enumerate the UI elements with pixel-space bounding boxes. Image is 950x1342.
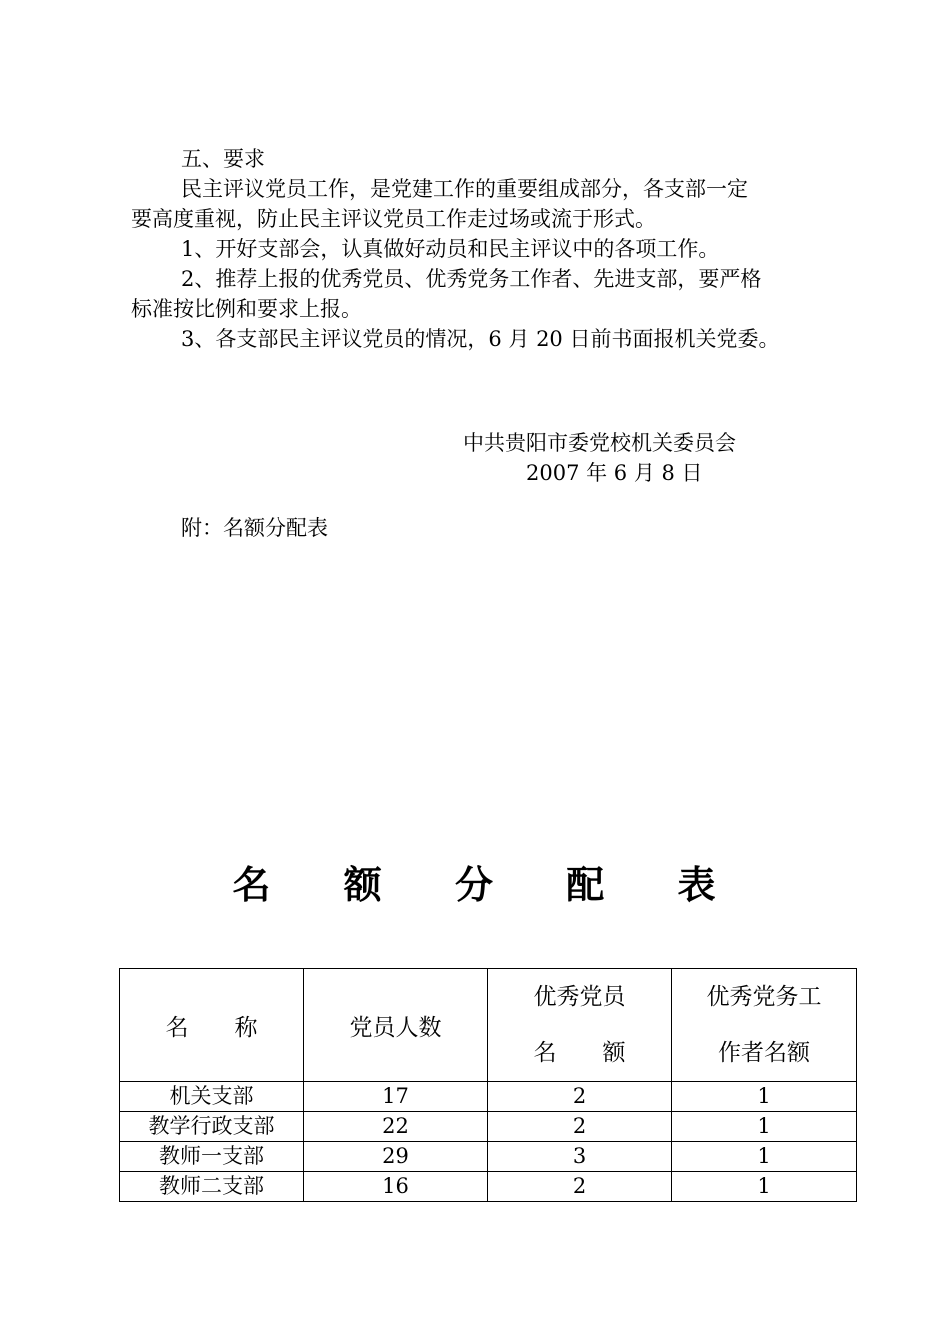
header-worker-line2: 作者名额 xyxy=(718,1040,810,1066)
paragraph-line: 要高度重视，防止民主评议党员工作走过场或流于形式。 xyxy=(131,207,656,231)
cell-worker-quota: 1 xyxy=(672,1082,857,1112)
cell-member-count: 17 xyxy=(304,1082,488,1112)
attachment-note: 附：名额分配表 xyxy=(181,516,328,540)
table-row xyxy=(120,1082,857,1112)
requirements-section xyxy=(131,144,851,354)
header-excellent-workers xyxy=(672,969,857,1082)
requirement-item-2-cont: 标准按比例和要求上报。 xyxy=(131,297,362,321)
cell-excellent-quota: 2 xyxy=(488,1112,672,1142)
header-worker-line1: 优秀党务工 xyxy=(706,984,822,1010)
table-row xyxy=(120,1112,857,1142)
cell-branch-name: 教师二支部 xyxy=(120,1172,304,1202)
quota-table xyxy=(119,968,857,1202)
header-excellent-line1: 优秀党员 xyxy=(533,984,626,1010)
requirement-item-1: 1、开好支部会，认真做好动员和民主评议中的各项工作。 xyxy=(181,237,720,261)
paragraph-line: 民主评议党员工作，是党建工作的重要组成部分，各支部一定 xyxy=(181,177,748,201)
cell-branch-name: 机关支部 xyxy=(120,1082,304,1112)
header-members: 党员人数 xyxy=(304,969,488,1082)
section-heading: 五、要求 xyxy=(181,147,265,171)
cell-worker-quota: 1 xyxy=(672,1172,857,1202)
table-header-row xyxy=(120,969,857,1082)
cell-excellent-quota: 2 xyxy=(488,1082,672,1112)
header-excellent-line2: 名 额 xyxy=(533,1040,626,1066)
cell-member-count: 22 xyxy=(304,1112,488,1142)
cell-branch-name: 教学行政支部 xyxy=(120,1112,304,1142)
cell-excellent-quota: 3 xyxy=(488,1142,672,1172)
signature-org: 中共贵阳市委党校机关委员会 xyxy=(463,431,736,455)
cell-branch-name: 教师一支部 xyxy=(120,1142,304,1172)
table-row xyxy=(120,1172,857,1202)
cell-member-count: 29 xyxy=(304,1142,488,1172)
header-excellent-members xyxy=(488,969,672,1082)
signature-date: 2007 年 6 月 8 日 xyxy=(526,461,703,485)
cell-worker-quota: 1 xyxy=(672,1142,857,1172)
requirement-item-2: 2、推荐上报的优秀党员、优秀党务工作者、先进支部，要严格 xyxy=(181,267,762,291)
cell-worker-quota: 1 xyxy=(672,1112,857,1142)
cell-excellent-quota: 2 xyxy=(488,1172,672,1202)
requirement-item-3: 3、各支部民主评议党员的情况，6 月 20 日前书面报机关党委。 xyxy=(181,327,780,351)
header-name: 名 称 xyxy=(120,969,304,1082)
cell-member-count: 16 xyxy=(304,1172,488,1202)
table-title: 名 额 分 配 表 xyxy=(232,863,746,907)
table-row xyxy=(120,1142,857,1172)
